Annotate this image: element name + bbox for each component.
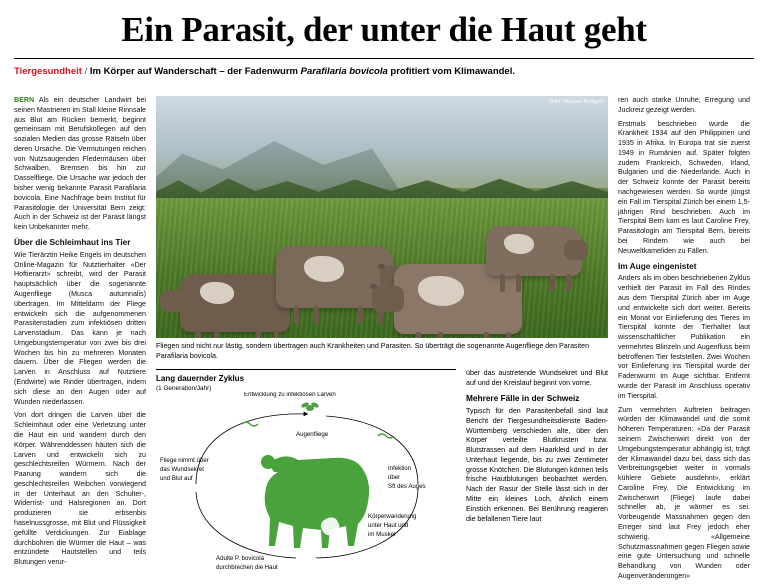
- page-title: Ein Parasit, der unter die Haut geht: [121, 10, 647, 49]
- photo-caption: Fliegen sind nicht nur lästig, sondern übertragen auch Krankheiten und Parasiten. So überträgt die sogenannte Augenfliege den Parasiten Parafilaria bovicola.: [156, 342, 590, 361]
- cow-patch: [418, 276, 464, 306]
- column-four-paragraph-2: Erstmals beschrieben wurde die Krankheit 1934 auf den Philippinen und 1935 in Afrika. In Europa trat sie zuerst 1949 in Rumänien auf. Später folgten zudem Frankreich, Schweden, Irland, Bulgarien und die Niederlande. Auch in der Schweiz konnte der Parasit bereits nachgewiesen werden. So wurde jüngst ein Fall im Tierspital Zürich bei einem 1,5-jährigen Rind beschrieben. Auch im Tierspital Bern kam es laut Caroline Frey, Parasitologin am Tierspital Bern, bereits bei Rindern wie auch bei Neuweltkameliden zu Fällen.: [618, 119, 750, 255]
- cow-leg: [358, 306, 363, 324]
- cow-leg: [550, 274, 555, 292]
- column-four-paragraph-1: ren auch starke Unruhe, Erregung und Juckreiz gezeigt werden.: [618, 96, 750, 114]
- header-divider: [14, 58, 754, 59]
- subheadline: [14, 66, 754, 78]
- diagram-label-left: Fliege nimmt über: [160, 457, 209, 464]
- photo-credit: (Bild: Markus Bolliger): [549, 99, 604, 105]
- column-one-heading: Über die Schleimhaut ins Tier: [14, 236, 131, 247]
- cow-ear: [378, 264, 385, 269]
- newspaper-page: [0, 12, 768, 588]
- cow-head: [564, 240, 588, 260]
- cow-leg: [566, 274, 571, 292]
- cow-head: [160, 290, 188, 312]
- cow-leg: [256, 330, 261, 338]
- cow-patch: [304, 256, 344, 282]
- column-four-heading: Im Auge eingenistet: [618, 260, 697, 271]
- cow-leg: [438, 332, 443, 338]
- diagram-label-right: Infektion: [388, 465, 412, 472]
- column-three-paragraph-1: Typisch für den Parasitenbefall sind laut Bericht der Tiergesundheitsdienste Baden-Württemberg verschieden alte, über den Körper verteilte Blutkrusten bzw. Blutstrassen auf dem Haarkleid und in der Unterhaut liegende, bis zu zwei Zentimeter grosse Knötchen. Die Blutungen können teils frische Hautblutungen beobachtet werden. Nach der Rasur der Stelle lässt sich in der Mitte ein kleines Loch, ähnlich einem Einstich erkennen. Bei Berührung reagieren die befallenen Tiere laut: [466, 407, 608, 523]
- diagram-label-top: Entwicklung zu infektiösen Larven: [244, 392, 336, 398]
- kicker-label: Tiergesundheit: [14, 65, 82, 77]
- diagram-label-left-3: und Blut auf: [160, 475, 193, 482]
- column-one-paragraph-1: Als ein deutscher Landwirt bei seinen Mastrieren im Stall kleine Rinnsale aus Blut am Rücken bemerkt, beginnt gemeinsam mit Berufskollegen auf den sozialen Medien das grosse Rätseln über deren Ursache. Die Vermutungen reichen von Nutzsaugenden Fledermäusen über Schwalben, Bremsen bis hin zur Dasselfliege. Die Ursache war jedoch der bisher wenig bekannte Parasit Parafilaria bovicola. Eine Nachfrage beim Institut für Parasitologie der Universität Bern zeigt: Auch in der Schweiz ist der Parasit längst kein Unbekannter mehr.: [14, 96, 146, 232]
- diagram-label-right-2: über: [388, 474, 401, 481]
- cow-patch: [504, 234, 534, 254]
- column-one-paragraph-3: Von dort dringen die Larven über die Schleimhaut oder eine Verletzung unter die Haut ein und wandern durch den Körper. Währenddessen häuten sich die Larven und entwickeln sich zu geschlechtsreifen Würmern. Nach der Paarung wandern sich die geschlechtsreifen Weibchen vorwiegend in der Unterhaut an den Schulter-, Widerrist- und Halsregionen an. Dort produzieren sie erbsenbis haselnussgrosse, mit Blut und Flüssigkeit gefüllte Verdickungen. Zur Eiablage durchbohren die Würmer die Haut – was entzündete Hautstellen und teils Blutungen verur-: [14, 411, 146, 567]
- cow-leg: [500, 274, 505, 292]
- dateline: BERN: [14, 96, 35, 104]
- diagram-label-fly: Augenfliege: [296, 431, 329, 438]
- diagram-label-bottom: Adulte P. bovicola: [216, 555, 264, 562]
- diagram-subtitle: (1 Generation/Jahr): [156, 384, 212, 392]
- cow-ear: [370, 284, 377, 289]
- column-four: [618, 96, 750, 582]
- cow-figure: [486, 226, 582, 276]
- cow-patch: [200, 282, 234, 304]
- cow-figure: [180, 274, 290, 332]
- diagram-label-body-2: unter Haut und: [368, 522, 409, 529]
- diagram-label-body-3: im Muskel: [368, 531, 396, 538]
- cow-leg: [516, 274, 521, 292]
- subheadline-tail: profitiert vom Klimawandel.: [390, 65, 515, 77]
- column-one: [14, 96, 146, 582]
- lower-center-row: [156, 369, 608, 582]
- article-columns: [14, 96, 754, 582]
- cow-leg: [196, 330, 201, 338]
- column-four-paragraph-4: Zum vermehrten Auftreten beitragen würden der Klimawandel und die somit höheren Temperaturen: «Da der Parasit seinem Zwischenwirt direkt von der Umgebungstemperatur abhängig ist, trägt der Klimawandel dazu bei, dass sich das Verbreitungsgebiet weiter in vormals kühlere Gebiete ausdehnt», erklärt Caroline Frey. Die Entwicklung im Zwischenwirt (Fliege) laufe dabei schneller ab, je wärmer es sei. Vorbeugende Massnahmen gegen den Erreger sind laut Frey jedoch eher schwierig. «Allgemeine Schutzmassnahmen gegen Fliegen sowie eine gute Untersuchung und schnelle Behandlung von Wunden oder Augenveränderungen»: [618, 405, 750, 580]
- cow-leg: [294, 306, 299, 324]
- article-photo: [156, 96, 608, 338]
- column-three-heading: Mehrere Fälle in der Schweiz: [466, 392, 580, 403]
- diagram-label-left-2: das Wundsekret: [160, 466, 204, 473]
- diagram-label-right-3: Sft des Auges: [388, 483, 426, 490]
- column-one-intro: [14, 96, 146, 233]
- column-three-intro: über das austretende Wundsekret und Blut auf und der Kreislauf beginnt von vorne.: [466, 369, 608, 387]
- cow-leg: [416, 332, 421, 338]
- cow-leg: [274, 330, 279, 338]
- cow-leg: [214, 330, 219, 338]
- column-three-lower: [466, 369, 608, 582]
- diagram-label-body: Körperwanderung: [368, 513, 417, 520]
- kicker-separator: /: [84, 65, 88, 77]
- cow-leg: [506, 332, 511, 338]
- center-block: [156, 96, 608, 582]
- subheadline-species: Parafilaria bovicola: [300, 65, 388, 77]
- cow-head: [372, 286, 404, 312]
- diagram-label-bottom-2: durchbrechen die Haut: [216, 564, 278, 571]
- cow-leg: [484, 332, 489, 338]
- diagram-title: Lang dauernder Zyklus: [156, 374, 245, 383]
- column-four-paragraph-3: Anders als im oben beschriebenen Zyklus verhielt der Parasit im Fall des Rindes aus dem Tierspital Zürich aber im Auge und entwickelte sich dort weiter. Bereits ein Monat vor Einlieferung des Tieres im Tierspital konnte der Tierhalter laut wissenschaftlicher Publikation ein vermehrtes Blinzeln und Augenfluss beim betroffenen Tier feststellen. Zwei Wochen vor Einlieferung ins Tierspital wurde der Fadenwurm im Auge sichtbar. Entfernt wurde der Parasit im Anschluss operativ im Tierspital.: [618, 274, 750, 400]
- subheadline-lead: Im Körper auf Wanderschaft – der Fadenwurm: [89, 65, 299, 77]
- diagram-graphic: [156, 392, 456, 578]
- lifecycle-diagram: [156, 369, 456, 582]
- cow-leg: [314, 306, 319, 324]
- column-one-paragraph-2: Wie Tierärztin Heike Engels im deutschen Online-Magazin für Nutztierhalter «Der Hoftierarzt» schreibt, wird der Parasit hauptsächlich über die sogenannte Augenfliege (Musca autumnalis) übertragen. Im Mitteldarm der Fliege entwickeln sich die aufgenommenen Parasitenstadien zum infektiösen dritten Larvenstadium. Das kann je nach Umgebungstemperatur von zwei bis drei Wochen bis hin zu mehreren Monaten dauern. Über die Fliegen werden die Larven in Anschluss auf Nutztiere (Endwirte) wie Rinder übertragen, indem sich diese an den Augen oder auf Wunden niederlassen.: [14, 250, 146, 406]
